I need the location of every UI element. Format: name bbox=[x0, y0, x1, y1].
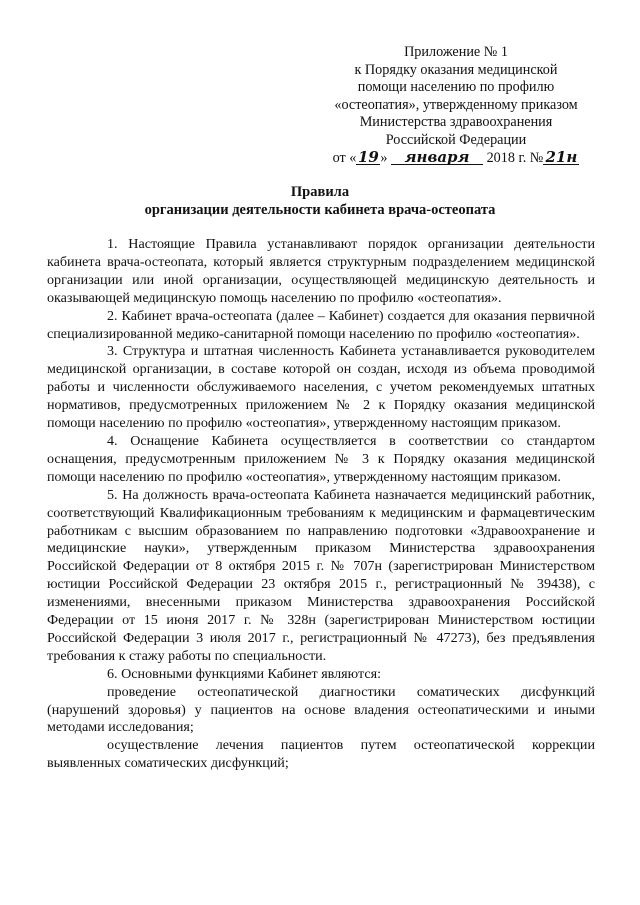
annex-date-line bbox=[320, 147, 592, 168]
paragraph: 6. Основными функциями Кабинет являются: bbox=[107, 665, 381, 682]
annex-header bbox=[320, 44, 592, 167]
annex-line: Российской Федерации bbox=[385, 131, 527, 148]
paragraph: 4. Оснащение Кабинета осуществляется в соответствии со стандартом оснащения, предусмотренным приложением № 3 к Порядку оказания медицинской помощи населению по профилю «остеопатия», утвержденному настоящим приказом. bbox=[47, 432, 595, 485]
handwritten-day: 19 bbox=[357, 147, 379, 166]
date-prefix: от « bbox=[332, 149, 357, 166]
paragraph: 5. На должность врача-остеопата Кабинета назначается медицинский работник, соответствующий Квалификационным требованиям к медицинским и фармацевтическим работникам с высшим образованием по направлению подготовки «Здравоохранение и медицинские науки», утвержденным приказом Министерства здравоохранения Российской Федерации от 8 октября 2015 г. № 707н (зарегистрирован Министерством юстиции Российской Федерации 23 октября 2015 г., регистрационный № 39438), с изменениями, внесенными приказом Министерства здравоохранения Российской Федерации от 15 июня 2017 г. № 328н (зарегистрирован Министерством юстиции Российской Федерации 3 июля 2017 г., регистрационный № 47273), без предъявления требования к стажу работы по специальности. bbox=[47, 486, 595, 664]
annex-line: к Порядку оказания медицинской bbox=[354, 61, 558, 78]
date-mid: » bbox=[380, 149, 388, 166]
document-body bbox=[47, 236, 595, 773]
annex-line: Министерства здравоохранения bbox=[359, 114, 553, 131]
annex-title: Приложение № 1 bbox=[404, 44, 508, 60]
title-line: Правила bbox=[290, 184, 350, 200]
title-line: организации деятельности кабинета врача-остеопата bbox=[144, 202, 496, 218]
paragraph: проведение остеопатической диагностики соматических дисфункций (нарушений здоровья) у пациентов на основе владения остеопатическими и иными методами исследования; bbox=[47, 683, 595, 736]
paragraph: 2. Кабинет врача-остеопата (далее – Кабинет) создается для оказания первичной специализированной медико-санитарной помощи населению по профилю «остеопатия». bbox=[47, 307, 595, 342]
annex-line: помощи населению по профилю bbox=[357, 79, 555, 96]
paragraph: 1. Настоящие Правила устанавливают порядок организации деятельности кабинета врача-остеопата, который является структурным подразделением медицинской организации или иной организации, осуществляющей медицинскую деятельность и оказывающей медицинскую помощь населению по профилю «остеопатия». bbox=[47, 236, 595, 306]
paragraph: осуществление лечения пациентов путем остеопатической коррекции выявленных соматических дисфункций; bbox=[47, 737, 595, 772]
handwritten-order-number: 21н bbox=[543, 150, 579, 165]
handwritten-month: января bbox=[391, 150, 483, 165]
date-year: 2018 г. № bbox=[486, 149, 544, 166]
document-title bbox=[50, 183, 590, 219]
paragraph: 3. Структура и штатная численность Кабинета устанавливается руководителем медицинской организации, в составе которой он создан, исходя из объема проводимой работы и численности обслуживаемого населения, с учетом рекомендуемых штатных нормативов, предусмотренных приложением № 2 к Порядку оказания медицинской помощи населению по профилю «остеопатия», утвержденному настоящим приказом. bbox=[47, 343, 595, 432]
annex-line: «остеопатия», утвержденному приказом bbox=[334, 96, 578, 113]
